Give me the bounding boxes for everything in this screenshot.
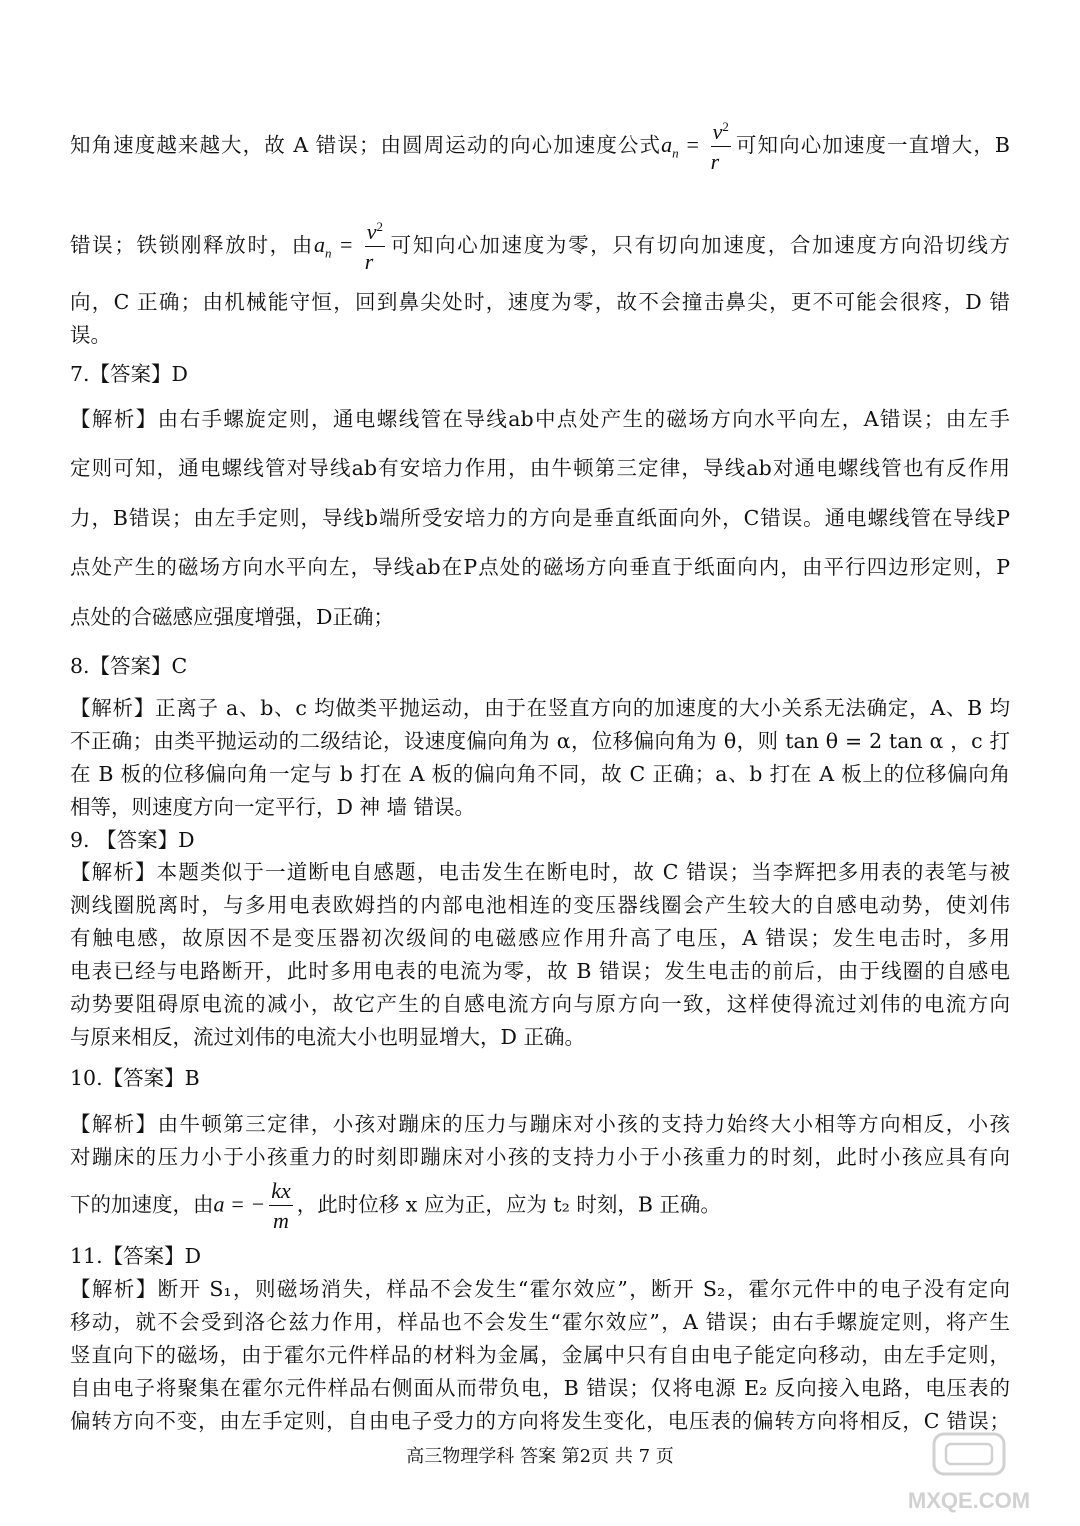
watermark-logo [894, 1430, 1044, 1520]
formula-exponent: 2 [376, 219, 383, 234]
formula-a: a = − [213, 1191, 266, 1217]
formula-subscript: n [324, 245, 332, 261]
answer-heading-9: 9. 【答案】D [70, 828, 195, 852]
text-line: 电表已经与电路断开，此时多用电表的电流为零，故 B 错误；发生电击的前后，由于线圈的自感电 [70, 959, 1010, 983]
text-line [70, 220, 1010, 273]
text-line: 偏转方向不变，由左手定则，自由电子受力的方向将发生变化，电压表的偏转方向将相反，C 错误； [70, 1409, 1010, 1433]
formula-v: v [712, 119, 723, 144]
text-line: 【解析】由右手螺旋定则，通电螺线管在导线ab中点处产生的磁场方向水平向左，A错误；由左手 [70, 407, 1010, 431]
answer-heading-8: 8.【答案】C [70, 654, 188, 678]
formula-symbol: a [661, 132, 673, 157]
formula-v: v [366, 219, 377, 244]
fraction-kx-over-m [269, 1180, 293, 1232]
text-line [70, 1180, 1010, 1232]
text-span: 下的加速度，由 [70, 1192, 214, 1217]
text-line: 【解析】由牛顿第三定律，小孩对蹦床的压力与蹦床对小孩的支持力始终大小相等方向相反，小孩 [70, 1112, 1010, 1136]
formula-an [313, 232, 361, 261]
formula-equals: = [331, 232, 361, 257]
text-line: 自由电子将聚集在霍尔元件样品右侧面从而带负电，B 错误；仅将电源 E₂ 反向接入电路，电压表的 [70, 1376, 1010, 1400]
text-line: 向，C 正确；由机械能守恒，回到鼻尖处时，速度为零，故不会撞击鼻尖，更不可能会很疼，D 错 [70, 290, 1010, 314]
text-line [70, 120, 1010, 173]
text-span: 可知向心加速度一直增大，B [734, 133, 1010, 157]
formula-r: r [364, 249, 374, 274]
fraction-v2-over-r [365, 220, 385, 273]
text-line: 点处产生的磁场方向水平向左，导线ab在P点处的磁场方向垂直于纸面向内，由平行四边形定则，P [70, 555, 1010, 579]
formula-exponent: 2 [722, 119, 729, 134]
text-line: 移动，就不会受到洛仑兹力作用，样品也不会发生“霍尔效应”，A 错误；由右手螺旋定则，将产生 [70, 1310, 1010, 1334]
answer-heading-10: 10.【答案】B [70, 1066, 200, 1090]
text-line: 【解析】正离子 a、b、c 均做类平抛运动，由于在竖直方向的加速度的大小关系无法确定，A、B 均 [70, 696, 1010, 720]
text-line: 力，B错误；由左手定则，导线b端所受安培力的方向是垂直纸面向外，C错误。通电螺线管在导线P [70, 506, 1010, 530]
text-line: 与原来相反，流过刘伟的电流大小也明显增大，D 正确。 [70, 1025, 585, 1049]
text-span: 可知向心加速度为零，只有切向加速度，合加速度方向沿切线方 [388, 233, 1011, 257]
text-line: 对蹦床的压力小于小孩重力的时刻即蹦床对小孩的支持力小于小孩重力的时刻，此时小孩应具有向 [70, 1145, 1010, 1169]
text-line: 竖直向下的磁场，由于霍尔元件样品的材料为金属，金属中只有自由电子能定向移动，由左手定则， [70, 1343, 1010, 1367]
text-line: 不正确；由类平抛运动的二级结论，设速度偏向角为 α，位移偏向角为 θ，则 tan θ = 2 tan α ，c 打 [70, 729, 1010, 753]
formula-subscript: n [672, 145, 679, 161]
text-line: 有触电感，故原因不是变压器初次级间的电磁感应作用升高了电压，A 错误；发生电击时，多用 [70, 926, 1010, 950]
formula-kx: kx [269, 1180, 293, 1206]
text-line: 定则可知，通电螺线管对导线ab有安培力作用，由牛顿第三定律，导线ab对通电螺线管也有反作用 [70, 456, 1010, 480]
text-line: 测线圈脱离时，与多用电表欧姆挡的内部电池相连的变压器线圈会产生较大的自感电动势，使刘伟 [70, 893, 1010, 917]
text-line: 在 B 板的位移偏向角一定与 b 打在 A 板的偏向角不同，故 C 正确；a、b 打在 A 板上的位移偏向角 [70, 762, 1010, 786]
formula-equals: = [678, 132, 707, 157]
text-span: 知角速度越来越大，故 A 错误；由圆周运动的向心加速度公式 [70, 133, 662, 157]
answer-heading-11: 11.【答案】D [70, 1244, 202, 1268]
text-span: 错误；铁锁刚释放时，由 [70, 233, 314, 257]
formula-symbol: a [313, 232, 325, 257]
text-line: 相等，则速度方向一定平行，D 神 墙 错误。 [70, 795, 475, 819]
watermark-text: MXQE.COM [907, 1488, 1031, 1513]
formula-an [661, 132, 707, 161]
page-footer: 高三物理学科 答案 第2页 共 7 页 [406, 1446, 674, 1467]
text-line: 动势要阻碍原电流的减小，故它产生的自感电流方向与原方向一致，这样使得流过刘伟的电流方向 [70, 992, 1010, 1016]
formula-r: r [710, 149, 720, 174]
text-line: 【解析】本题类似于一道断电自感题，电击发生在断电时，故 C 错误；当李辉把多用表的表笔与被 [70, 860, 1010, 884]
text-line: 【解析】断开 S₁，则磁场消失，样品不会发生“霍尔效应”，断开 S₂，霍尔元件中的电子没有定向 [70, 1277, 1010, 1301]
answer-heading-7: 7.【答案】D [70, 362, 188, 386]
formula-m: m [273, 1208, 289, 1233]
fraction-v2-over-r [711, 120, 731, 173]
text-line: 点处的合磁感应强度增强，D正确； [70, 605, 394, 629]
text-span: ，此时位移 x 应为正，应为 t₂ 时刻，B 正确。 [296, 1192, 721, 1217]
text-line: 误。 [70, 323, 111, 347]
